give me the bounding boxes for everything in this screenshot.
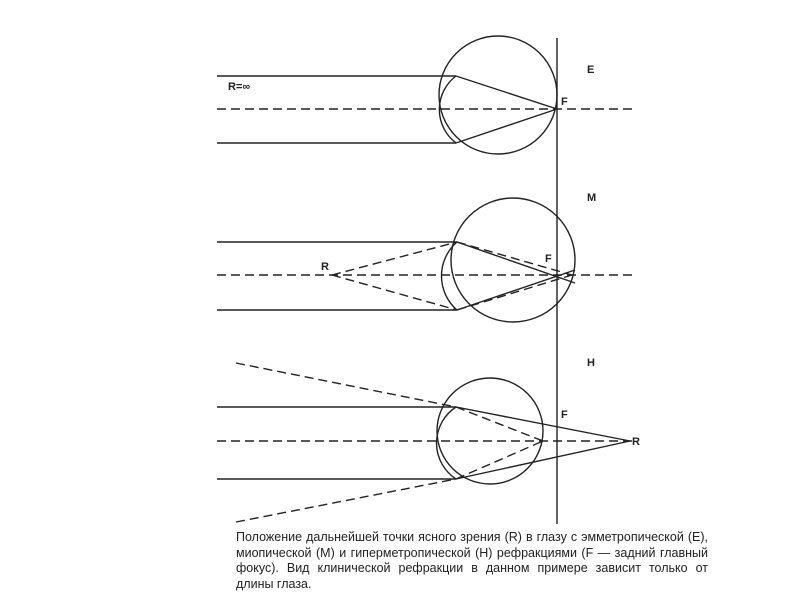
r-infinity-label: R=∞	[228, 81, 251, 93]
m-focus-label: F	[545, 253, 552, 265]
hypermetropic-eye-diagram	[217, 363, 635, 522]
e-refracted-lower	[456, 109, 557, 143]
h-dashed-refracted-lower	[456, 441, 543, 479]
e-title: E	[587, 64, 595, 76]
e-refracted-upper	[456, 76, 557, 109]
h-title: H	[587, 357, 595, 369]
m-dashed-refracted-upper	[457, 242, 572, 275]
emmetropic-eye-diagram	[217, 36, 635, 154]
m-dashed-from-far-point-upper	[332, 242, 457, 275]
e-eyeball	[439, 36, 557, 154]
m-dashed-refracted-lower	[457, 275, 572, 310]
h-focus-label: F	[561, 409, 568, 421]
h-eyeball	[437, 378, 543, 484]
h-refracted-lower	[456, 441, 630, 479]
myopic-eye-diagram	[217, 198, 635, 322]
figure-caption: Положение дальнейшей точки ясного зрения (R) в глазу с эмметропической (E), миопической (M) и гиперметропической (H) рефракциями (F — задний главный фокус). Вид клинической рефракции в данном примере зависит только от длины глаза.	[236, 530, 708, 591]
h-dashed-refracted-upper	[456, 407, 543, 441]
m-title: M	[587, 192, 597, 204]
m-dashed-from-far-point-lower	[332, 275, 457, 310]
e-focus-label: F	[561, 96, 568, 108]
h-dashed-incoming-lower	[236, 479, 456, 522]
h-far-point-label: R	[632, 436, 640, 448]
m-cornea	[441, 242, 457, 310]
m-far-point-label: R	[321, 261, 329, 273]
h-dashed-incoming-upper	[236, 363, 456, 407]
